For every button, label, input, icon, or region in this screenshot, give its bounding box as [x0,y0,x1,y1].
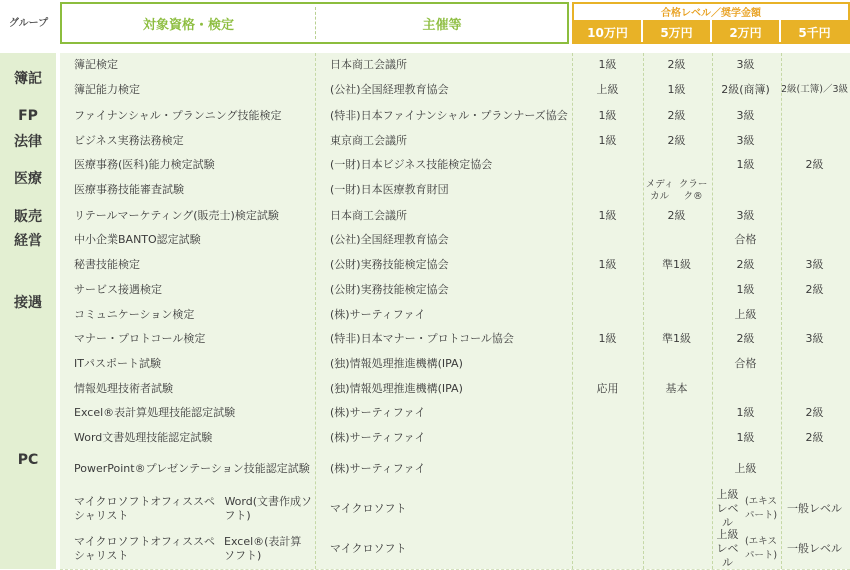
levels-title: 合格レベル／奨学金額 [661,7,761,19]
level-cell-3: 3級 [736,58,755,71]
level-cell-1 [574,302,641,327]
column-divider [315,53,316,569]
exam-name: サービス接遇検定 [74,282,162,296]
level-cell-3: 2級 [736,332,755,345]
level-cell-4 [781,53,848,77]
level-cell-3: 合格 [734,233,757,246]
level-cell-4: 2級 [805,282,824,296]
level-cell-2 [643,450,710,488]
exam-name: 簿記検定 [74,58,118,71]
column-divider [572,53,573,569]
level-cell-1: 1級 [598,58,617,71]
organizer-name: (公社)全国経理教育協会 [330,83,449,96]
amount-header-3: 2万円 [712,20,779,44]
level-cell-4 [781,203,848,228]
level-cell-1 [574,529,641,569]
level-cell-1: 1級 [598,208,617,222]
exam-name: リテールマーケティング(販売士)検定試験 [74,208,279,222]
exam-name: ビジネス実務法務検定 [74,134,184,147]
level-cell-4 [781,177,848,203]
level-cell-1 [574,450,641,488]
level-cell-2: 準1級 [662,332,691,345]
group-label: 販売 [0,203,56,228]
level-cell-1: 1級 [598,134,617,147]
organizer-name: (一財)日本医療教育財団 [330,183,449,196]
level-cell-3: 1級 [736,158,755,171]
organizer-name: (株)サーティファイ [330,406,426,419]
exam-name: マイクロソフトオフィススペシャリスト Excel®(表計算ソフト) [74,535,302,562]
level-cell-1 [574,153,641,177]
column-divider [781,53,782,569]
organizer-name: (株)サーティファイ [330,307,426,321]
organizer-name: (特非)日本マナー・プロトコール協会 [330,332,514,345]
level-cell-2 [643,228,710,252]
exam-name: マナー・プロトコール検定 [74,332,206,345]
organizer-name: 日本商工会議所 [330,208,407,222]
exam-name: 医療事務(医科)能力検定試験 [74,158,215,171]
group-label: 接遇 [0,252,56,351]
level-cell-1: 1級 [598,109,617,122]
level-cell-4: 一般レベル [787,501,842,515]
group-label: 経営 [0,228,56,252]
exam-name: 中小企業BANTO認定試験 [74,233,201,246]
exam-name: PowerPoint®プレゼンテーション 技能認定試験 [74,462,310,475]
level-cell-3: 2級 [736,257,755,271]
exam-name: マイクロソフトオフィススペシャリスト Word(文書作成ソフト) [74,494,313,522]
level-cell-1 [574,277,641,302]
level-cell-3: 上級 [734,462,757,475]
level-cell-1 [574,401,641,425]
group-label: 簿記 [0,53,56,103]
level-cell-4: 3級 [805,257,824,271]
level-cell-3: 合格 [734,356,757,370]
level-cell-1 [574,488,641,529]
level-cell-4 [781,103,848,129]
level-cell-2: 基本 [665,381,688,395]
level-cell-4 [781,450,848,488]
level-cell-4: 2級 [805,430,824,444]
group-label: FP [0,103,56,129]
organizer-name: (一財)日本ビジネス技能検定協会 [330,158,493,171]
level-cell-2 [643,302,710,327]
organizer-name: (独)情報処理推進機構(IPA) [330,356,463,370]
exam-name: 情報処理技術者試験 [74,381,173,395]
level-cell-4: 2級 [805,406,824,419]
organizer-name: 東京商工会議所 [330,134,407,147]
organizer-name: (特非)日本ファイナンシャル・プランナーズ協会 [330,109,568,122]
level-cell-3: 3級 [736,109,755,122]
level-cell-1 [574,228,641,252]
level-cell-2: メディカル クラーク® [645,179,708,202]
organizer-header: 主催等 [422,17,462,33]
level-cell-3: 3級 [736,134,755,147]
amount-header-2: 5万円 [643,20,710,44]
level-cell-3 [712,177,779,203]
level-cell-2 [643,425,710,450]
level-cell-2 [643,351,710,376]
level-cell-2: 1級 [667,83,686,96]
level-cell-2: 2級 [667,208,686,222]
level-cell-1: 1級 [598,257,617,271]
level-cell-1: 応用 [596,381,619,395]
exam-name: 医療事務技能審査試験 [74,183,184,196]
level-cell-4 [781,302,848,327]
level-cell-2 [643,277,710,302]
level-cell-3: 3級 [736,208,755,222]
group-header: グループ [8,18,49,29]
level-cell-1 [574,425,641,450]
group-label: 医療 [0,153,56,203]
level-cell-2 [643,153,710,177]
level-cell-4 [781,351,848,376]
level-cell-3: 2級(商簿) [721,83,770,96]
group-label: 法律 [0,129,56,153]
organizer-name: (公財)実務技能検定協会 [330,257,449,271]
organizer-name: (公社)全国経理教育協会 [330,233,449,246]
organizer-name: (独)情報処理推進機構(IPA) [330,381,463,395]
organizer-name: 日本商工会議所 [330,58,407,71]
level-cell-3: 1級 [736,406,755,419]
level-cell-3: 1級 [736,430,755,444]
level-cell-1 [574,351,641,376]
organizer-name: (公財)実務技能検定協会 [330,282,449,296]
level-cell-1: 上級 [596,83,619,96]
exam-name: ITパスポート試験 [74,356,161,370]
organizer-name: マイクロソフト [330,501,407,515]
level-cell-1 [574,177,641,203]
level-cell-3: 1級 [736,282,755,296]
level-cell-3: 上級レベル (エキスパート) [716,487,778,529]
column-divider [643,53,644,569]
level-cell-2 [643,401,710,425]
organizer-name: (株)サーティファイ [330,462,426,475]
target-header: 対象資格・検定 [142,17,234,33]
level-cell-3 [712,376,779,401]
exam-name: Excel®表計算処理技能認定試験 [74,406,236,419]
level-cell-4: 一般レベル [787,542,842,555]
level-cell-4 [781,228,848,252]
level-cell-3: 上級 [734,307,757,321]
level-cell-4: 2級 [805,158,824,171]
exam-name: Word文書処理技能認定試験 [74,430,213,444]
level-cell-4 [781,129,848,153]
level-cell-2: 2級 [667,109,686,122]
level-cell-2: 準1級 [662,257,691,271]
level-cell-2: 2級 [667,134,686,147]
level-cell-4: 2級(工簿) ／3級 [781,84,848,95]
exam-name: 簿記能力検定 [74,83,140,96]
amount-header-1: 10万円 [574,20,641,44]
amount-header-4: 5千円 [781,20,848,44]
organizer-name: マイクロソフト [330,542,407,555]
level-cell-2 [643,488,710,529]
level-cell-4 [781,376,848,401]
level-cell-3: 上級レベル (エキスパート) [716,528,778,569]
group-label: PC [0,351,56,569]
exam-name: 秘書技能検定 [74,257,140,271]
level-cell-1: 1級 [598,332,617,345]
exam-name: コミュニケーション検定 [74,307,195,321]
level-cell-4: 3級 [805,332,824,345]
organizer-name: (株)サーティファイ [330,430,426,444]
level-cell-2 [643,529,710,569]
level-cell-2: 2級 [667,58,686,71]
column-divider [712,53,713,569]
exam-name: ファイナンシャル・プランニング技能検定 [74,109,282,122]
